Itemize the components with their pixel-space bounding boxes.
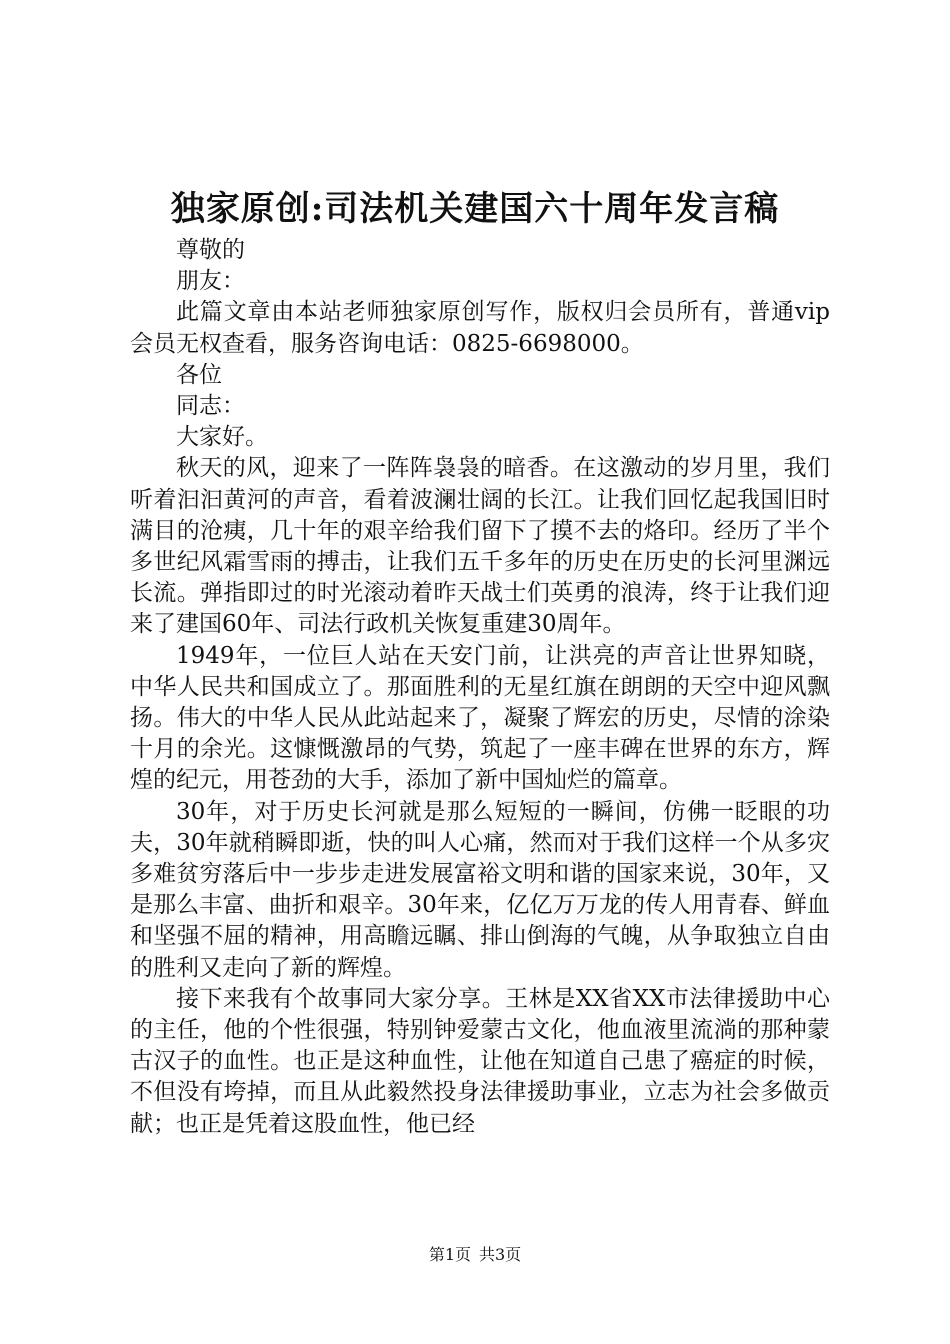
copyright-notice: 此篇文章由本站老师独家原创写作，版权归会员所有，普通vip会员无权查看，服务咨询电话：0825-6698000。 — [130, 299, 830, 357]
greeting-line-1: 各位 — [176, 361, 222, 388]
body-paragraph-30-years: 30年，对于历史长河就是那么短短的一瞬间，仿佛一眨眼的功夫，30年就稍瞬即逝，快的叫人心痛，然而对于我们这样一个从多灾多难贫穷落后中一步步走进发展富裕文明和谐的国家来说，30年，又是那么丰富、曲折和艰辛。30年来，亿亿万万龙的传人用青春、鲜血和坚强不屈的精神，用高瞻远瞩、排山倒海的气魄，从争取独立自由的胜利又走向了新的辉煌。 — [130, 798, 830, 981]
salutation-line-1: 尊敬的 — [176, 237, 245, 263]
page-footer — [0, 1244, 950, 1266]
page-total: 共3页 — [479, 1245, 522, 1264]
greeting-line-3: 大家好。 — [176, 424, 268, 451]
body-paragraph-story: 接下来我有个故事同大家分享。王林是XX省XX市法律援助中心的主任，他的个性很强，特别钟爱蒙古文化，他血液里流淌的那种蒙古汉子的血性。也正是这种血性，让他在知道自己患了癌症的时候，不但没有垮掉，而且从此毅然投身法律援助事业，立志为社会多做贡献；也正是凭着这股血性，他已经 — [130, 985, 830, 1137]
body-paragraph-autumn: 秋天的风，迎来了一阵阵袅袅的暗香。在这激动的岁月里，我们听着汩汩黄河的声音，看着波澜壮阔的长江。让我们回忆起我国旧时满目的沧痍，几十年的艰辛给我们留下了摸不去的烙印。经历了半个多世纪风霜雪雨的搏击，让我们五千多年的历史在历史的长河里渊远长流。弹指即过的时光滚动着昨天战士们英勇的浪涛，终于让我们迎来了建国60年、司法行政机关恢复重建30周年。 — [130, 455, 830, 638]
document-title: 独家原创:司法机关建国六十周年发言稿 — [170, 189, 780, 229]
greeting-line-2: 同志： — [176, 393, 245, 420]
salutation-line-2: 朋友： — [176, 268, 245, 295]
page-number: 第1页 — [428, 1245, 471, 1264]
body-paragraph-1949: 1949年，一位巨人站在天安门前，让洪亮的声音让世界知晓，中华人民共和国成立了。那面胜利的无星红旗在朗朗的天空中迎风飘扬。伟大的中华人民从此站起来了，凝聚了辉宏的历史，尽情的涂染十月的余光。这慷慨激昂的气势，筑起了一座丰碑在世界的东方，辉煌的纪元，用苍劲的大手，添加了新中国灿烂的篇章。 — [130, 642, 830, 794]
document-body — [130, 235, 830, 1140]
